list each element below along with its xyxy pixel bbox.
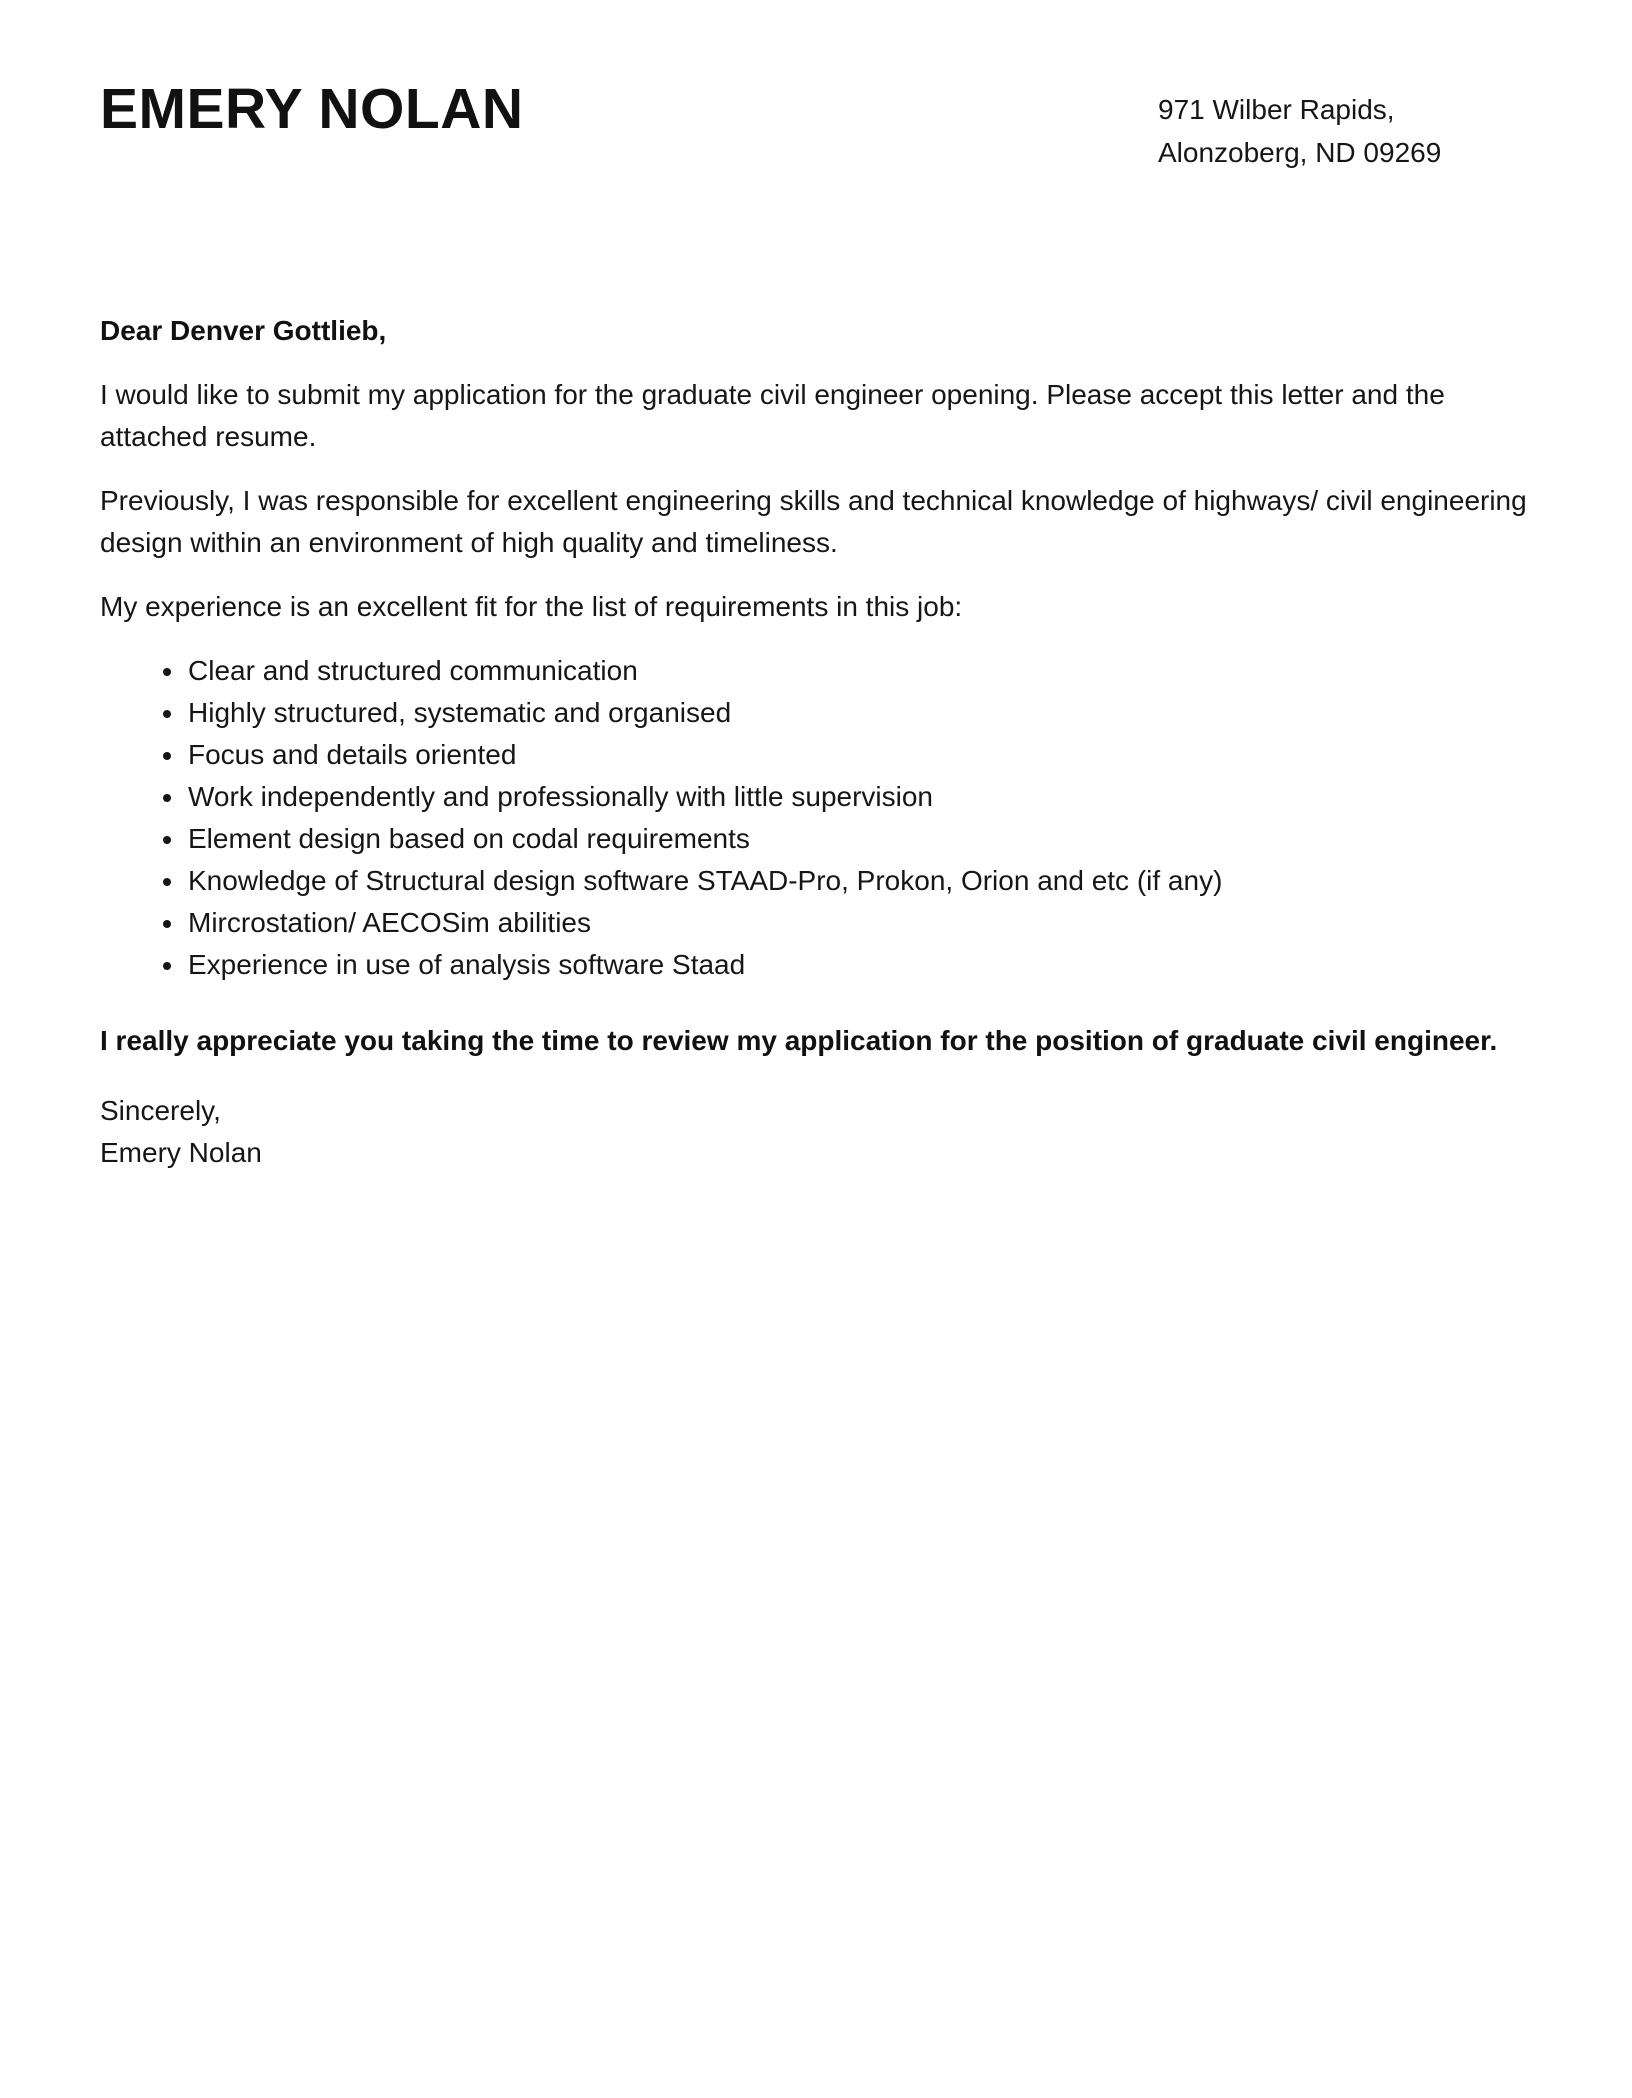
address-line-2: Alonzoberg, ND 09269 [1158, 137, 1442, 168]
requirement-item: • Work independently and professionally with little supervision [186, 776, 1536, 818]
address-line-1: 971 Wilber Rapids, [1158, 94, 1395, 125]
requirement-item: • Knowledge of Structural design software STAAD-Pro, Prokon, Orion and etc (if any) [186, 860, 1536, 902]
letter-body [100, 310, 1536, 1174]
sender-name: EMERY NOLAN [100, 77, 524, 141]
salutation: Dear Denver Gottlieb, [100, 315, 387, 346]
paragraph-experience: Previously, I was responsible for excellent engineering skills and technical knowledge of highways/ civil engineering design within an environment of high quality and timeliness. [100, 485, 1527, 558]
requirement-item: • Clear and structured communication [186, 650, 1536, 692]
paragraph-intro: I would like to submit my application for the graduate civil engineer opening. Please accept this letter and the attached resume. [100, 379, 1445, 452]
requirement-item: • Focus and details oriented [186, 734, 1536, 776]
requirement-item: • Mircrostation/ AECOSim abilities [186, 902, 1536, 944]
signature-name: Emery Nolan [100, 1137, 262, 1168]
requirement-item: • Experience in use of analysis software Staad [186, 944, 1536, 986]
requirement-item: • Highly structured, systematic and organised [186, 692, 1536, 734]
requirements-list [100, 650, 1536, 986]
sender-address [1158, 88, 1441, 174]
requirement-item: • Element design based on codal requirements [186, 818, 1536, 860]
signoff: Sincerely, [100, 1095, 221, 1126]
signoff-block [100, 1090, 1536, 1174]
paragraph-fit: My experience is an excellent fit for the list of requirements in this job: [100, 591, 963, 622]
closing-paragraph: I really appreciate you taking the time to review my application for the position of graduate civil engineer. [100, 1025, 1498, 1056]
